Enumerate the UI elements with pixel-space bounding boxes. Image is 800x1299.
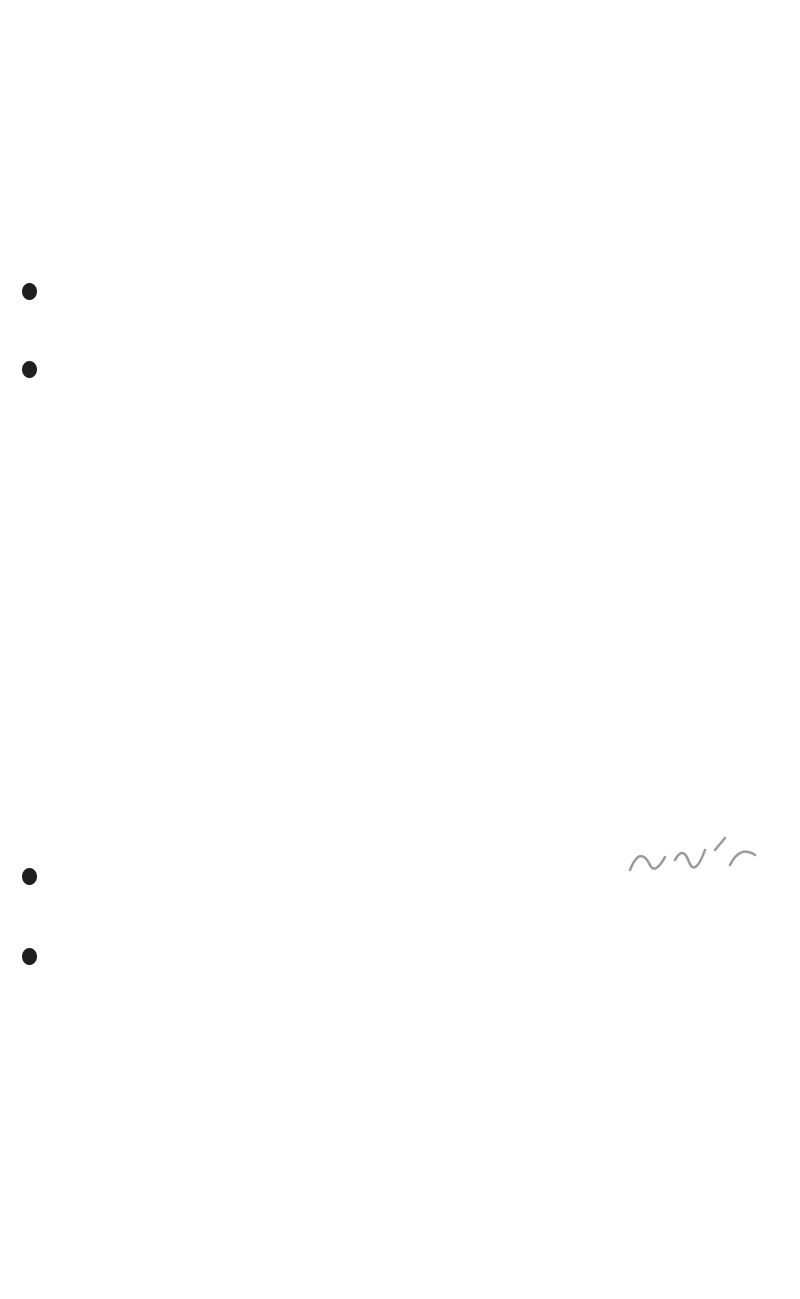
pencil-annotation-icon [620,830,800,890]
margin-dot [22,868,37,885]
margin-dot [22,948,37,965]
margin-dot [22,283,37,300]
margin-dot [22,361,37,378]
